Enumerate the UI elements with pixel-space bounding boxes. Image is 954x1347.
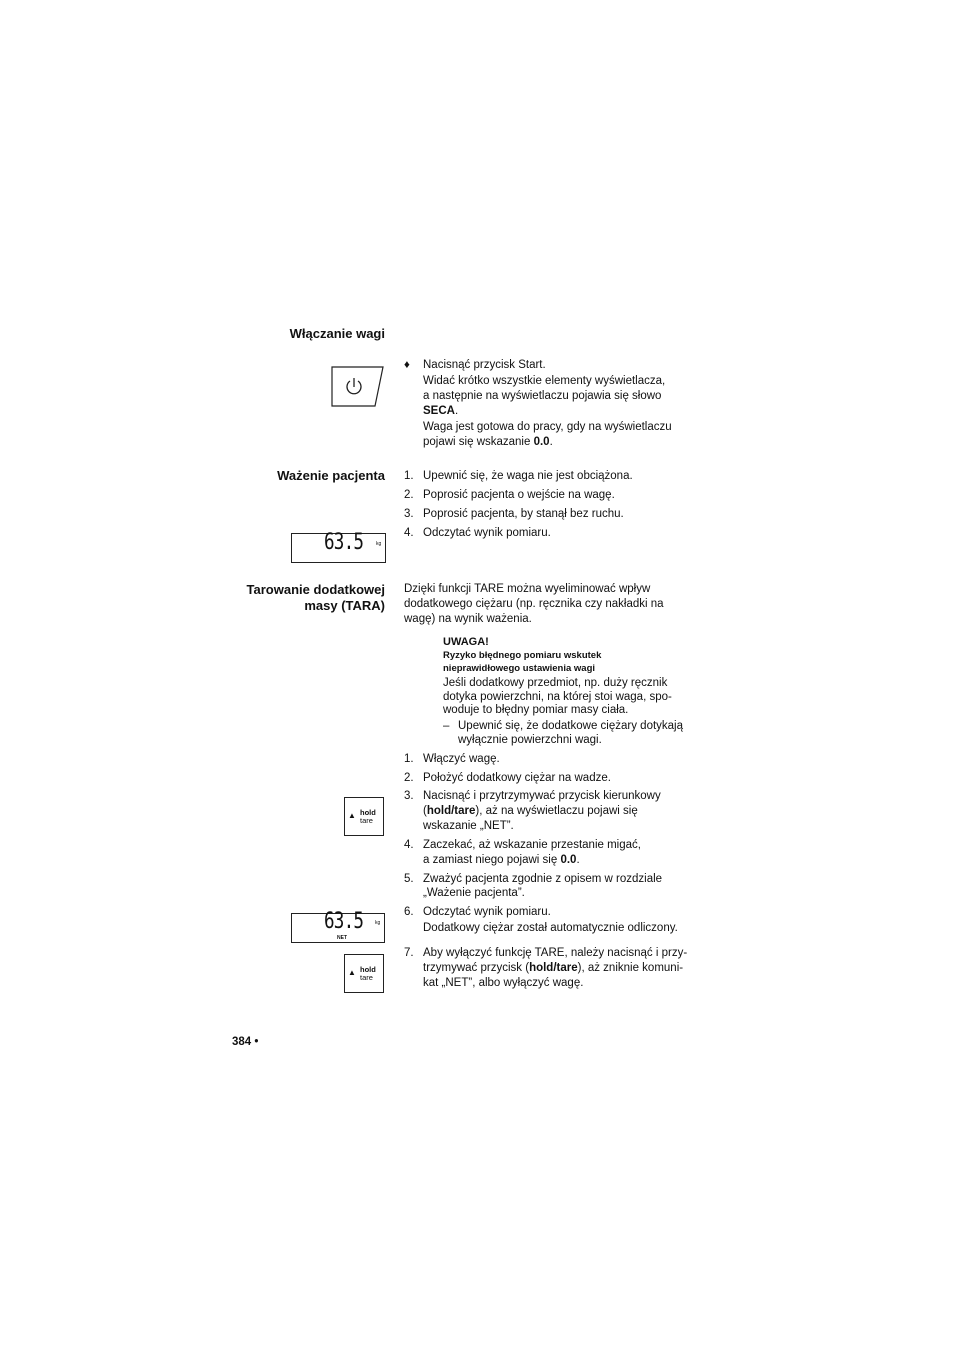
step-7-text: trzymywać przycisk ( [423, 962, 530, 974]
warning-subtitle-2: nieprawidłowego ustawienia wagi [443, 663, 596, 674]
weigh-step-1-number: 1. [404, 470, 414, 482]
up-arrow-icon-2: ▲ [348, 968, 356, 977]
zero-reading-2: 0.0 [560, 854, 577, 866]
hold-tare-label-2: hold/tare [529, 962, 578, 974]
weigh-step-4: Odczytać wynik pomiaru. [423, 527, 551, 539]
hold-label-2: hold [360, 965, 376, 974]
tare-step-7-number: 7. [404, 947, 414, 959]
switch-on-line-1: Nacisnąć przycisk Start. [423, 359, 546, 371]
tare-step-7-line-3: kat „NET”, albo wyłączyć wagę. [423, 977, 584, 989]
section-heading-tare-line-2: masy (TARA) [304, 598, 385, 613]
section-heading-weighing: Ważenie pacjenta [277, 468, 385, 483]
ready-text: pojawi się wskazanie [423, 436, 534, 448]
switch-on-line-2: Widać krótko wszystkie elementy wyświetlacza, [423, 375, 666, 387]
switch-on-line-6: pojawi się wskazanie 0.0. [423, 436, 553, 448]
hold-tare-key-icon-2 [344, 954, 384, 993]
warning-body-3: woduje to błędny pomiar masy ciała. [443, 704, 629, 716]
up-arrow-icon: ▲ [348, 811, 356, 820]
tare-step-2: Położyć dodatkowy ciężar na wadze. [423, 772, 611, 784]
net-indicator: NET [337, 935, 347, 941]
weight-display-unit: kg [376, 541, 382, 547]
tare-label-2: tare [360, 973, 373, 982]
switch-on-line-5: Waga jest gotowa do pracy, gdy na wyświetlaczu [423, 421, 672, 433]
tare-step-7-line-2 [423, 961, 713, 976]
zero-reading: 0.0 [533, 436, 550, 448]
warning-subtitle-1: Ryzyko błędnego pomiaru wskutek [443, 650, 602, 661]
tare-step-4-line-2 [423, 853, 698, 868]
step-3-continuation: ), aż na wyświetlaczu pojawi się [475, 805, 638, 817]
weight-display-value: 63.5 [324, 530, 364, 555]
tare-step-2-number: 2. [404, 772, 414, 784]
weigh-step-2-number: 2. [404, 489, 414, 501]
weight-display [291, 530, 386, 563]
hold-tare-key-icon [344, 797, 384, 836]
page-number: 384 • [232, 1036, 259, 1048]
net-display-unit: kg [375, 920, 381, 926]
tare-step-6-number: 6. [404, 906, 414, 918]
warning-title: UWAGA! [443, 636, 489, 648]
tare-step-3-number: 3. [404, 790, 414, 802]
step-4-text: a zamiast niego pojawi się [423, 854, 561, 866]
step-7-continuation: ), aż zniknie komuni- [577, 962, 684, 974]
net-display-value: 63.5 [324, 909, 364, 934]
bullet: ♦ [404, 359, 410, 371]
tare-step-6-line-1: Odczytać wynik pomiaru. [423, 906, 551, 918]
tare-step-3-line-2 [423, 804, 698, 819]
tare-step-3-line-1: Nacisnąć i przytrzymywać przycisk kierunkowy [423, 790, 661, 802]
tare-step-5-number: 5. [404, 873, 414, 885]
tare-step-1-number: 1. [404, 753, 414, 765]
tare-step-5-line-1: Zważyć pacjenta zgodnie z opisem w rozdziale [423, 873, 663, 885]
switch-on-line-4: SECA. [423, 405, 459, 417]
tare-step-3-line-3: wskazanie „NET”. [423, 820, 514, 832]
warning-dash-line-2: wyłącznie powierzchni wagi. [458, 734, 602, 746]
weigh-step-3-number: 3. [404, 508, 414, 520]
section-heading-switch-on: Włączanie wagi [289, 326, 385, 341]
tare-step-5-line-2: „Ważenie pacjenta”. [423, 887, 525, 899]
hold-tare-label: hold/tare [426, 805, 476, 817]
tare-intro-line-1: Dzięki funkcji TARE można wyeliminować wpływ [404, 583, 651, 595]
weigh-step-2: Poprosić pacjenta o wejście na wagę. [423, 489, 615, 501]
tare-step-1: Włączyć wagę. [423, 753, 500, 765]
power-key-icon [331, 366, 385, 408]
tare-label: tare [360, 816, 373, 825]
net-weight-display [291, 909, 385, 943]
tare-step-4-line-1: Zaczekać, aż wskazanie przestanie migać, [423, 839, 641, 851]
weigh-step-4-number: 4. [404, 527, 414, 539]
tare-intro-line-2: dodatkowego ciężaru (np. ręcznika czy nakładki na [404, 598, 664, 610]
warning-dash-line-1: Upewnić się, że dodatkowe ciężary dotykają [458, 720, 684, 732]
seca-word: SECA [423, 405, 455, 417]
section-heading-tare-line-1: Tarowanie dodatkowej [246, 582, 385, 597]
tare-step-6-line-2: Dodatkowy ciężar został automatycznie odliczony. [423, 922, 678, 934]
tare-step-4-number: 4. [404, 839, 414, 851]
weigh-step-1: Upewnić się, że waga nie jest obciążona. [423, 470, 633, 482]
hold-label: hold [360, 808, 376, 817]
switch-on-line-3: a następnie na wyświetlaczu pojawia się słowo [423, 390, 662, 402]
weigh-step-3: Poprosić pacjenta, by stanął bez ruchu. [423, 508, 624, 520]
period: . [576, 854, 580, 866]
warning-dash: – [443, 720, 450, 732]
warning-body-1: Jeśli dodatkowy przedmiot, np. duży ręcznik [443, 677, 668, 689]
tare-step-7-line-1: Aby wyłączyć funkcję TARE, należy nacisnąć i przy- [423, 947, 688, 959]
tare-intro-line-3: wagę) na wynik ważenia. [404, 613, 532, 625]
paren-open: ( [423, 805, 427, 817]
warning-body-2: dotyka powierzchni, na której stoi waga, spo- [443, 691, 672, 703]
